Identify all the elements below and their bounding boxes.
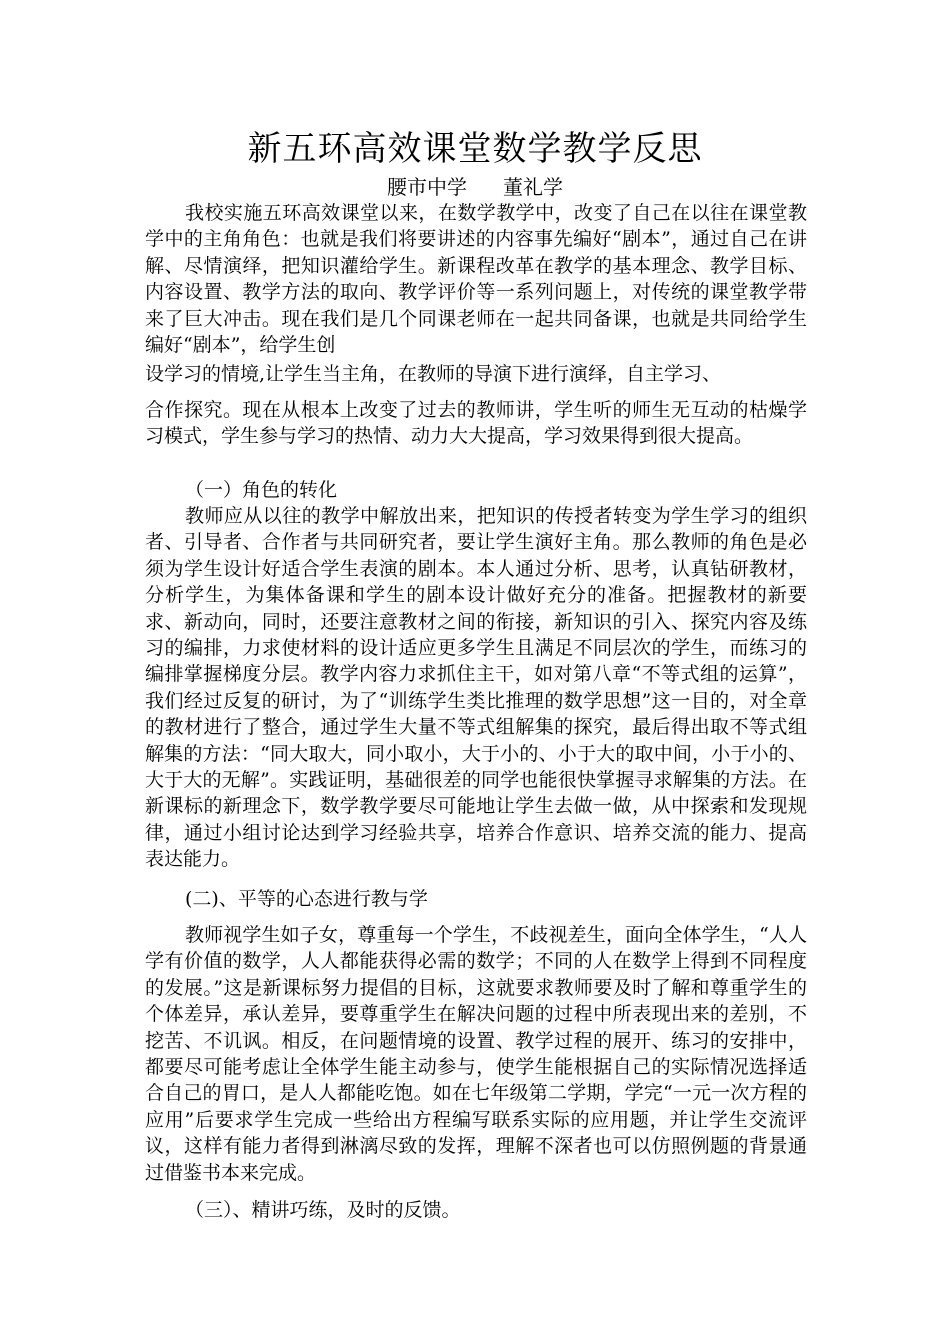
section-heading-3: （三）、精讲巧练，及时的反馈。 [185, 1199, 461, 1221]
author-line [0, 174, 950, 200]
author-name: 董礼学 [503, 175, 563, 199]
paragraph-equal-attitude: 教师视学生如子女，尊重每一个学生，不歧视差生，面向全体学生，“人人学有价值的数学，人人都能获得必需的数学；不同的人在数学上得到不同程度的发展。”这是新课标努力提倡的目标，这就要求教师要及时了解和尊重学生的个体差异，承认差异，要尊重学生在解决问题的过程中所表现出来的差别，不挖苦、不讥讽。相反，在问题情境的设置、教学过程的展开、练习的安排中，都要尽可能考虑让全体学生能主动参与，使学生能根据自己的实际情况选择适合自己的胃口，是人人都能吃饱。如在七年级第二学期，学完“一元一次方程的应用”后要求学生完成一些给出方程编写联系实际的应用题，并让学生交流评议，这样有能力者得到淋漓尽致的发挥，理解不深者也可以仿照例题的背景通过借鉴书本来完成。 [145, 924, 807, 1184]
author-school: 腰市中学 [387, 175, 467, 199]
paragraph-intro-line: 设学习的情境,让学生当主角，在教师的导演下进行演绎，自主学习、 [145, 363, 722, 385]
paragraph-role-change: 教师应从以往的教学中解放出来，把知识的传授者转变为学生学习的组织者、引导者、合作者与共同研究者，要让学生演好主角。那么教师的角色是必须为学生设计好适合学生表演的剧本。本人通过分析、思考，认真钻研教材，分析学生，为集体备课和学生的剧本设计做好充分的准备。把握教材的新要求、新动向，同时，还要注意教材之间的衔接，新知识的引入、探究内容及练习的编排，力求使材料的设计适应更多学生且满足不同层次的学生，而练习的编排掌握梯度分层。教学内容力求抓住主干，如对第八章“不等式组的运算”，我们经过反复的研讨，为了“训练学生类比推理的数学思想”这一目的，对全章的教材进行了整合，通过学生大量不等式组解集的探究，最后得出取不等式组解集的方法：“同大取大，同小取小，大于小的、小于大的取中间，小于小的、大于大的无解”。实践证明，基础很差的同学也能很快掌握寻求解集的方法。在新课标的新理念下，数学教学要尽可能地让学生去做一做，从中探索和发现规律，通过小组讨论达到学习经验共享，培养合作意识、培养交流的能力、提高表达能力。 [145, 505, 807, 871]
paragraph-intro: 我校实施五环高效课堂以来，在数学教学中，改变了自己在以往在课堂教学中的主角角色：也就是我们将要讲述的内容事先编好“剧本”，通过自己在讲解、尽情演绎，把知识灌给学生。新课程改革在教学的基本理念、教学目标、内容设置、教学方法的取向、教学评价等一系列问题上，对传统的课堂教学带来了巨大冲击。现在我们是几个同课老师在一起共同备课，也就是共同给学生编好“剧本”，给学生创 [145, 202, 807, 357]
section-heading-2: (二)、平等的心态进行教与学 [185, 888, 428, 910]
section-heading-1: （一）角色的转化 [185, 479, 338, 501]
document-title: 新五环高效课堂数学教学反思 [247, 129, 703, 169]
paragraph-intro-continued: 合作探究。现在从根本上改变了过去的教师讲，学生听的师生无互动的枯燥学习模式，学生参与学习的热情、动力大大提高，学习效果得到很大提高。 [145, 399, 807, 448]
